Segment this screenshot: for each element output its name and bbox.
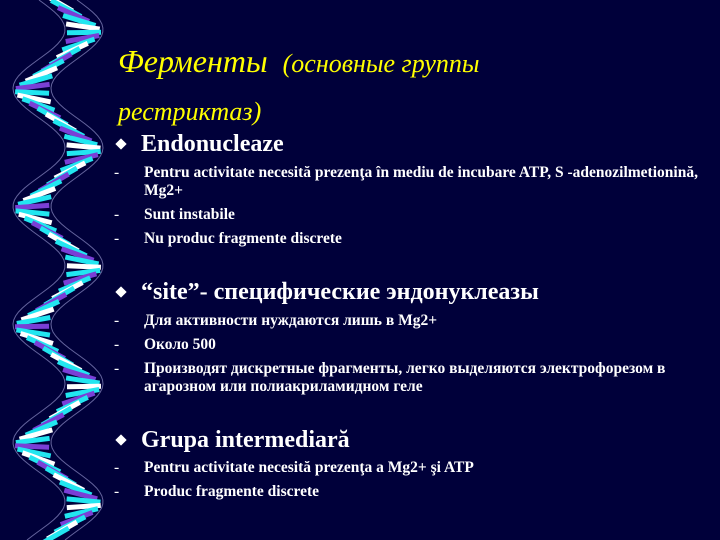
list-item-text: Pentru activitate necesită prezenţa în mediu de incubare ATP, S -adenozilmetionină, Mg2+ (144, 164, 698, 199)
list-item-text: Produc fragmente discrete (144, 483, 320, 500)
list-item-text: Около 500 (144, 336, 216, 353)
list-item-text: Pentru activitate necesită prezenţa a Mg2+ şi ATP (144, 459, 474, 476)
dash-marker: - (114, 206, 120, 223)
dna-helix-decoration (0, 0, 110, 540)
section-heading-text: “site”- специфические эндонуклеазы (141, 278, 539, 305)
dash-marker: - (114, 336, 120, 353)
section-heading-site-specific (112, 275, 712, 309)
section-3-list (112, 459, 712, 507)
list-item (112, 312, 712, 330)
section-heading-text: Grupa intermediară (141, 426, 350, 453)
dash-marker: - (114, 459, 120, 476)
section-1-list (112, 164, 712, 254)
section-heading-endonucleaze (112, 127, 712, 161)
dash-marker: - (114, 230, 120, 247)
title-main: Ферменты (118, 43, 268, 79)
list-item (112, 230, 712, 248)
list-item-text: Для активности нуждаются лишь в Mg2+ (144, 312, 438, 329)
title-subtitle-part1: (основные группы (282, 49, 480, 78)
dash-marker: - (114, 483, 120, 500)
list-item-text: Sunt instabile (144, 206, 235, 223)
list-item-text: Производят дискретные фрагменты, легко выделяются электрофорезом в агарозном или полиакриламидном геле (144, 360, 666, 395)
diamond-bullet-icon (115, 138, 126, 149)
section-2-list (112, 312, 712, 402)
list-item (112, 206, 712, 224)
section-heading-grupa-intermediara (112, 423, 712, 457)
list-item (112, 336, 712, 354)
diamond-bullet-icon (115, 434, 126, 445)
list-item (112, 164, 712, 200)
title-subtitle-part2: рестриктаз) (118, 97, 262, 126)
slide-title (118, 38, 708, 135)
dash-marker: - (114, 360, 120, 377)
dash-marker: - (114, 164, 120, 181)
dash-marker: - (114, 312, 120, 329)
list-item-text: Nu produc fragmente discrete (144, 230, 342, 247)
diamond-bullet-icon (115, 286, 126, 297)
list-item (112, 360, 712, 396)
list-item (112, 483, 712, 501)
section-heading-text: Endonucleaze (141, 130, 284, 157)
list-item (112, 459, 712, 477)
